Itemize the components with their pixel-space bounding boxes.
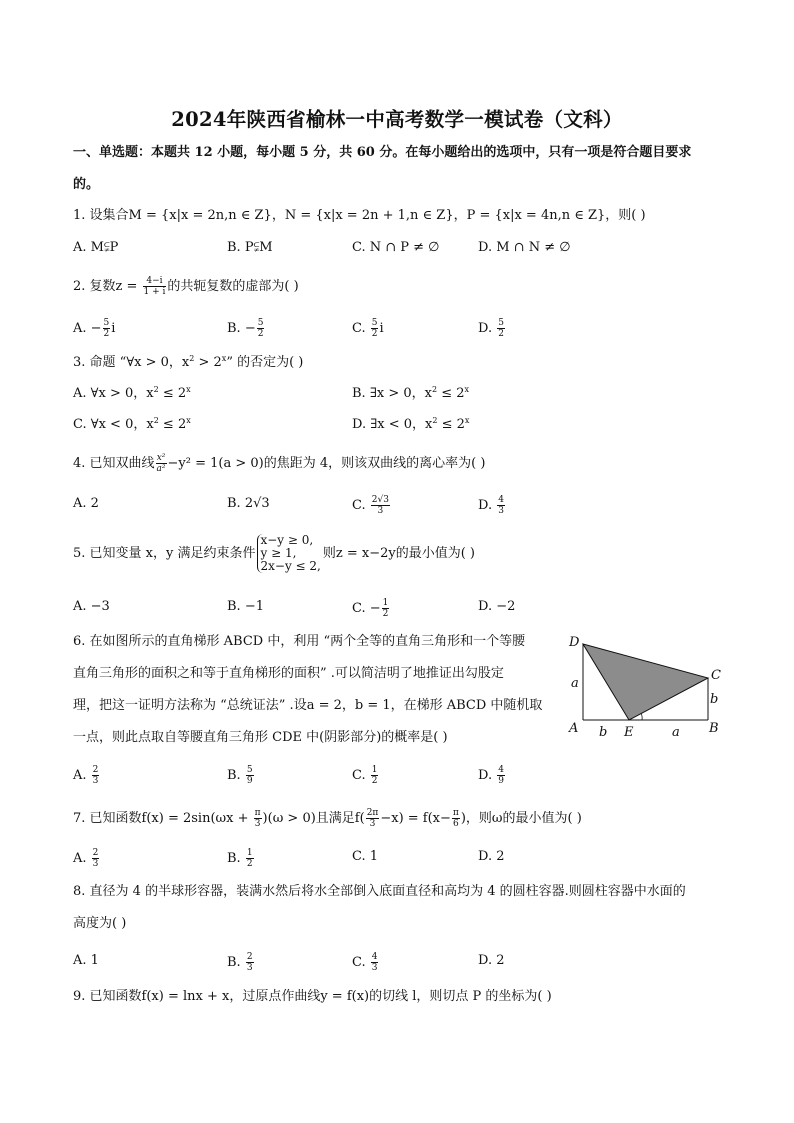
q3-c-sup2: x: [186, 416, 191, 425]
question-6-line-1: 6. 在如图所示的直角梯形 ABCD 中，利用 “两个全等的直角三角形和一个等腰: [73, 634, 526, 649]
angle-mark: [641, 713, 642, 720]
label-b: B: [709, 721, 719, 736]
q7-a-label: A.: [73, 851, 91, 866]
question-6-line-2: 直角三角形的面积之和等于直角梯形的面积” .可以简洁明了地推证出勾股定: [73, 666, 504, 681]
q3-d-sup1: 2: [432, 416, 438, 425]
q4-frac-den: a²: [156, 464, 166, 474]
q3-b-sup2: x: [464, 385, 470, 394]
q7-a-den: 3: [92, 859, 99, 869]
q7-frac-2: [366, 808, 380, 829]
q3-pre: 3. 命题 “∀x > 0，x: [73, 355, 190, 370]
q2-frac-den: 1 + i: [143, 287, 166, 297]
q2-d-label: D.: [478, 321, 497, 336]
q8-b-den: 3: [246, 963, 253, 973]
q4-post: −y² = 1(a > 0)的焦距为 4，则该双曲线的离心率为( ): [167, 456, 486, 471]
q7-option-c: C. 1: [352, 849, 379, 864]
question-9-stem: 9. 已知函数f(x) = lnx + x，过原点作曲线y = f(x)的切线 l，则切点 P 的坐标为( ): [73, 989, 552, 1004]
q6-a-den: 3: [92, 776, 99, 786]
q4-option-c: [352, 495, 391, 516]
q8-option-c: [352, 952, 379, 973]
q6-b-frac: [246, 765, 254, 786]
q3-option-b: [352, 385, 469, 403]
q1-option-a: A. M⫋P: [73, 240, 119, 255]
q5-constraint-system: [257, 534, 320, 573]
q6-a-num: 2: [92, 765, 99, 775]
q3-c-sup1: 2: [153, 416, 159, 425]
q4-d-num: 4: [498, 495, 504, 505]
q7-pre: 7. 已知函数f(x) = 2sin(ωx +: [73, 811, 253, 826]
q8-c-label: C.: [352, 955, 370, 970]
q2-stem-post: 的共轭复数的虚部为( ): [167, 279, 299, 294]
question-8-line-2: 高度为( ): [73, 916, 127, 931]
q5-pre: 5. 已知变量 x，y 满足约束条件: [73, 546, 256, 561]
question-7-stem: [73, 808, 582, 829]
q8-b-num: 2: [246, 952, 253, 962]
q2-a-num: 5: [103, 318, 110, 328]
label-a-bottom: a: [672, 725, 680, 740]
q5-c-label: C. −: [352, 601, 381, 616]
q7-b-num: 1: [246, 848, 253, 858]
q5-constraint-1: x−y ≥ 0,: [260, 533, 314, 547]
q6-option-a: [73, 765, 100, 786]
q2-b-den: 2: [257, 329, 264, 339]
q2-a-label: A. −: [73, 321, 102, 336]
q7-b-label: B.: [227, 851, 245, 866]
q2-option-c: [352, 318, 384, 339]
q4-c-num: 2√3: [371, 495, 389, 505]
q2-c-suffix: i: [379, 321, 384, 336]
q3-c-label: C. ∀x < 0，x: [73, 417, 154, 432]
q2-c-label: C.: [352, 321, 370, 336]
q3-post: ” 的否定为( ): [226, 355, 304, 370]
q3-sup-b: x: [221, 354, 227, 363]
q7-frac-1: [254, 808, 262, 829]
q2-a-suffix: i: [111, 321, 116, 336]
q2-d-num: 5: [498, 318, 504, 328]
q3-a-mid: ≤ 2: [158, 386, 187, 401]
q7-f2-num: 2π: [366, 808, 379, 818]
q2-fraction: [143, 276, 167, 297]
question-6-line-3: 理，把这一证明方法称为 “总统证法” .设a = 2，b = 1，在梯形 ABCD 中随机取: [73, 698, 543, 713]
q6-a-frac: [92, 765, 100, 786]
question-4-stem: [73, 453, 485, 474]
q7-mid1: )(ω > 0)且满足f(: [262, 811, 365, 826]
q3-option-d: [352, 416, 469, 434]
q7-option-d: D. 2: [478, 849, 505, 864]
q5-c-frac: [382, 598, 390, 619]
q3-d-label: D. ∃x < 0，x: [352, 417, 433, 432]
q8-b-frac: [246, 952, 254, 973]
q7-b-frac: [246, 848, 254, 869]
q5-option-d: D. −2: [478, 599, 516, 614]
q7-option-a: [73, 848, 100, 869]
question-8-line-1: 8. 直径为 4 的半球形容器，装满水然后将水全部倒入底面直径和高均为 4 的圆柱容器.则圆柱容器中水面的: [73, 884, 686, 899]
q5-c-num: 1: [382, 598, 389, 608]
q8-option-a: A. 1: [73, 953, 99, 968]
q4-d-den: 3: [498, 506, 504, 516]
q4-option-a: A. 2: [73, 496, 99, 511]
label-d: D: [569, 635, 580, 650]
q2-b-num: 5: [257, 318, 264, 328]
question-3-stem: [73, 354, 303, 372]
q5-option-c: [352, 598, 390, 619]
q4-pre: 4. 已知双曲线: [73, 456, 155, 471]
q6-b-den: 9: [246, 776, 253, 786]
q7-a-frac: [92, 848, 100, 869]
q8-option-b: [227, 952, 255, 973]
q6-c-frac: [371, 765, 379, 786]
q1-option-c: C. N ∩ P ≠ ∅: [352, 240, 440, 255]
q2-d-den: 2: [498, 329, 504, 339]
q2-c-den: 2: [371, 329, 378, 339]
q1-option-d: D. M ∩ N ≠ ∅: [478, 240, 571, 255]
q2-option-b: [227, 318, 265, 339]
q3-option-c: [73, 416, 191, 434]
q8-c-frac: [371, 952, 379, 973]
label-a: A: [569, 721, 579, 736]
q5-post: 则z = x−2y的最小值为( ): [322, 546, 475, 561]
q2-c-frac: [371, 318, 379, 339]
q6-d-num: 4: [498, 765, 504, 775]
q7-mid2: −x) = f(x−: [380, 811, 451, 826]
q2-b-frac: [257, 318, 265, 339]
q4-c-label: C.: [352, 498, 370, 513]
q3-b-sup1: 2: [431, 385, 438, 394]
q3-b-label: B. ∃x > 0，x: [352, 386, 432, 401]
q3-c-mid: ≤ 2: [158, 417, 187, 432]
trapezoid-figure: [562, 632, 730, 744]
q2-b-label: B. −: [227, 321, 256, 336]
q4-c-frac: [371, 495, 390, 516]
q5-option-b: B. −1: [227, 599, 264, 614]
q7-a-num: 2: [92, 848, 99, 858]
label-b-bottom: b: [599, 725, 608, 740]
q1-option-b: B. P⫋M: [227, 240, 273, 255]
question-5-stem: [73, 534, 475, 574]
q2-option-d: [478, 318, 506, 339]
q6-c-den: 2: [371, 776, 378, 786]
q7-f2-den: 3: [369, 819, 376, 829]
q7-post: )，则ω的最小值为( ): [460, 811, 582, 826]
q6-d-den: 9: [498, 776, 504, 786]
q7-f1-num: π: [254, 808, 261, 818]
q6-option-c: [352, 765, 379, 786]
q2-a-den: 2: [103, 329, 110, 339]
q3-a-sup1: 2: [153, 385, 159, 394]
q8-b-label: B.: [227, 955, 245, 970]
q3-sup-a: 2: [189, 354, 195, 363]
q4-frac-num: x²: [156, 453, 166, 463]
q3-a-sup2: x: [186, 385, 191, 394]
q6-b-num: 5: [246, 765, 253, 775]
q6-a-label: A.: [73, 768, 91, 783]
q6-option-b: [227, 765, 255, 786]
label-a-side: a: [571, 676, 579, 691]
q2-stem-pre: 2. 复数z =: [73, 279, 142, 294]
q4-frac: [156, 453, 167, 474]
q8-option-d: D. 2: [478, 953, 505, 968]
q5-constraint-3: 2x−y ≤ 2,: [260, 559, 321, 573]
q2-a-frac: [103, 318, 111, 339]
section-heading: 一、单选题：本题共 12 小题，每小题 5 分，共 60 分。在每小题给出的选项中，只有一项是符合题目要求: [73, 145, 692, 160]
question-2-stem: [73, 276, 299, 297]
q7-f3-den: 6: [453, 819, 459, 829]
q3-d-mid: ≤ 2: [437, 417, 465, 432]
q4-d-label: D.: [478, 498, 497, 513]
q3-b-mid: ≤ 2: [437, 386, 465, 401]
q2-frac-num: 4−i: [143, 276, 167, 287]
q4-option-b: B. 2√3: [227, 496, 270, 511]
q2-c-num: 5: [371, 318, 378, 328]
page-title: 2024年陕西省榆林一中高考数学一模试卷（文科）: [171, 108, 623, 131]
section-heading-cont: 的。: [73, 177, 100, 192]
question-6-line-4: 一点，则此点取自等腰直角三角形 CDE 中(阴影部分)的概率是( ): [73, 730, 448, 745]
q4-option-d: [478, 495, 506, 516]
q5-c-den: 2: [382, 609, 389, 619]
q4-c-den: 3: [377, 506, 384, 516]
q3-a-label: A. ∀x > 0，x: [73, 386, 154, 401]
question-1-stem: 1. 设集合M = {x|x = 2n,n ∈ Z}，N = {x|x = 2n + 1,n ∈ Z}，P = {x|x = 4n,n ∈ Z}，则( ): [73, 208, 646, 223]
q8-c-num: 4: [371, 952, 378, 962]
q5-option-a: A. −3: [73, 599, 110, 614]
q2-d-frac: [497, 318, 505, 339]
q7-option-b: [227, 848, 255, 869]
q6-c-num: 1: [371, 765, 378, 775]
q4-d-frac: [497, 495, 505, 516]
q7-f3-num: π: [452, 808, 459, 818]
q3-option-a: [73, 385, 191, 403]
q7-b-den: 2: [246, 859, 253, 869]
q6-b-label: B.: [227, 768, 245, 783]
q2-option-a: [73, 318, 115, 339]
q3-d-sup2: x: [464, 416, 470, 425]
label-b-side: b: [710, 692, 719, 707]
q7-f1-den: 3: [254, 819, 261, 829]
q7-frac-3: [452, 808, 460, 829]
q6-d-frac: [497, 765, 505, 786]
q6-d-label: D.: [478, 768, 497, 783]
label-c: C: [711, 668, 721, 683]
q6-option-d: [478, 765, 506, 786]
q6-c-label: C.: [352, 768, 370, 783]
q5-constraint-2: y ≥ 1,: [260, 546, 297, 560]
label-e: E: [624, 725, 634, 740]
shaded-triangle-cde: [583, 644, 708, 720]
q8-c-den: 3: [371, 963, 378, 973]
q3-mid: > 2: [194, 355, 222, 370]
